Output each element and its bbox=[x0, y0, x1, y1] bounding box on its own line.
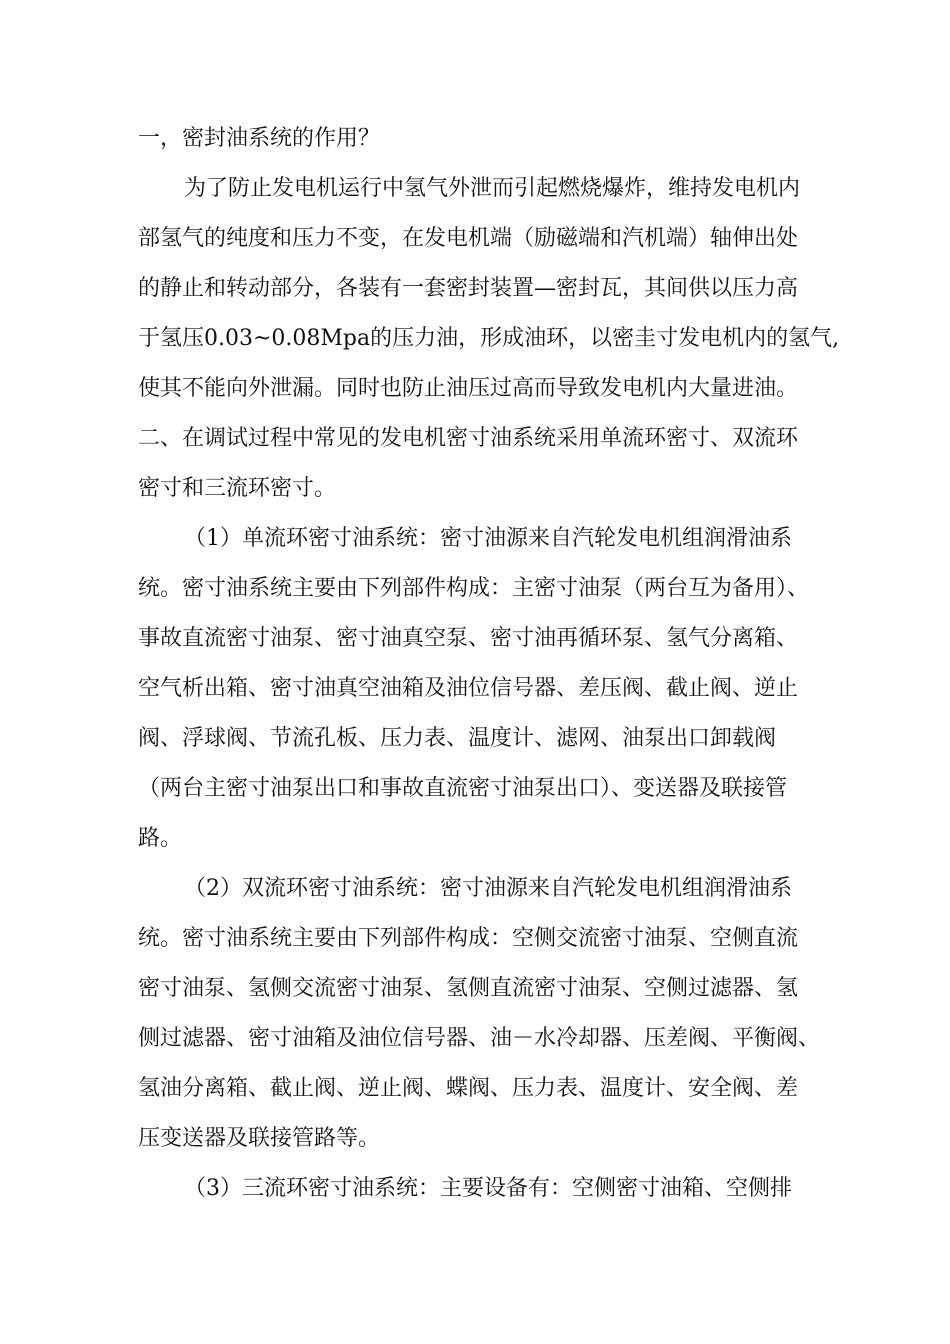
paragraph-line: （3）三流环密寸油系统：主要设备有：空侧密寸油箱、空侧排 bbox=[184, 1176, 792, 1201]
paragraph-line: 部氢气的纯度和压力不变，在发电机端（励磁端和汽机端）轴伸出处 bbox=[138, 226, 799, 251]
paragraph-line: 为了防止发电机运行中氢气外泄而引起燃烧爆炸，维持发电机内 bbox=[184, 176, 801, 201]
paragraph-line: 使其不能向外泄漏。同时也防止油压过高而导致发电机内大量进油。 bbox=[138, 376, 799, 401]
paragraph-line: 氢油分离箱、截止阀、逆止阀、蝶阀、压力表、温度计、安全阀、差 bbox=[138, 1076, 799, 1101]
paragraph-line: 侧过滤器、密寸油箱及油位信号器、油－水冷却器、压差阀、平衡阀、 bbox=[138, 1026, 821, 1051]
paragraph-line: （1）单流环密寸油系统：密寸油源来自汽轮发电机组润滑油系 bbox=[184, 526, 792, 551]
paragraph-line: （两台主密寸油泵出口和事故直流密寸油泵出口）、变送器及联接管 bbox=[138, 776, 788, 801]
heading-1: 一，密封油系统的作用？ bbox=[138, 126, 381, 151]
paragraph-line: 统。密寸油系统主要由下列部件构成：主密寸油泵（两台互为备用）、 bbox=[138, 576, 810, 601]
paragraph-line: 统。密寸油系统主要由下列部件构成：空侧交流密寸油泵、空侧直流 bbox=[138, 926, 799, 951]
paragraph-line: 压变送器及联接管路等。 bbox=[138, 1126, 381, 1151]
heading-2: 二、在调试过程中常见的发电机密寸油系统采用单流环密寸、双流环 bbox=[138, 426, 799, 451]
paragraph-line: 密寸油泵、氢侧交流密寸油泵、氢侧直流密寸油泵、空侧过滤器、氢 bbox=[138, 976, 799, 1001]
paragraph-line: 路。 bbox=[138, 826, 183, 851]
paragraph-line: 的静止和转动部分，各装有一套密封装置—密封瓦，其间供以压力高 bbox=[138, 276, 799, 301]
paragraph-line: 阀、浮球阀、节流孔板、压力表、温度计、滤网、油泵出口卸载阀 bbox=[138, 726, 777, 751]
paragraph-line: 空气析出箱、密寸油真空油箱及油位信号器、差压阀、截止阀、逆止 bbox=[138, 676, 799, 701]
paragraph-line: （2）双流环密寸油系统：密寸油源来自汽轮发电机组润滑油系 bbox=[184, 876, 792, 901]
paragraph-line: 事故直流密寸油泵、密寸油真空泵、密寸油再循环泵、氢气分离箱、 bbox=[138, 626, 799, 651]
paragraph-line: 于氢压0.03~0.08Mpa的压力油，形成油环，以密圭寸发电机内的氢气, bbox=[138, 326, 840, 351]
paragraph-line: 密寸和三流环密寸。 bbox=[138, 476, 337, 501]
